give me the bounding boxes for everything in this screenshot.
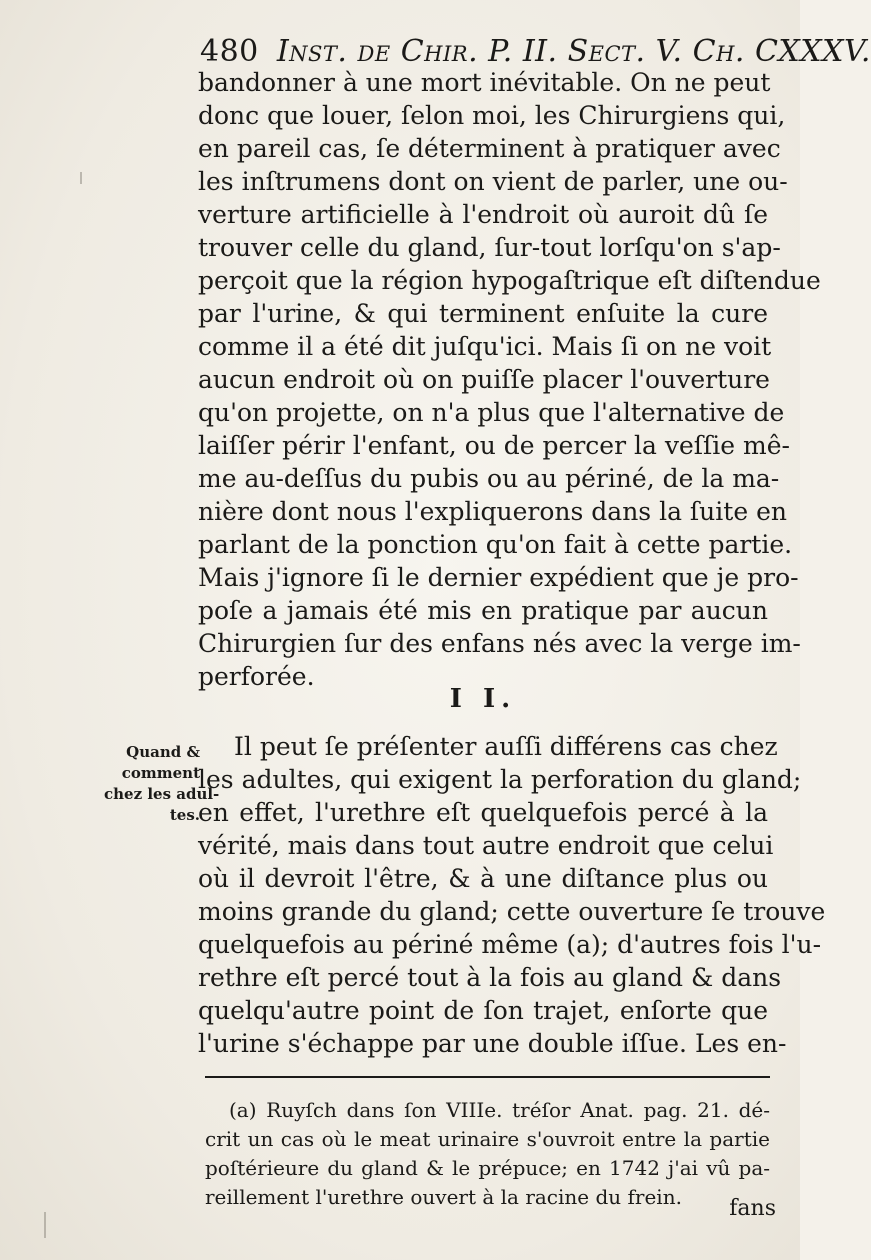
text-line: Chirurgien ſur des enfans nés avec la verge im- — [198, 629, 801, 658]
running-title: Inst. de Chir. P. II. Sect. V. Ch. CXXXV. — [276, 34, 871, 69]
text-line: nière dont nous l'expliquerons dans la ſuite en — [198, 497, 787, 526]
margin-note-line: comment — [121, 764, 200, 782]
text-line: me au-deſſus du pubis ou au périné, de la ma- — [198, 464, 780, 493]
margin-note-line: chez les adul- — [104, 785, 220, 803]
text-line: poſe a jamais été mis en pratique par aucun — [198, 596, 768, 625]
text-line: bandonner à une mort inévitable. On ne peut — [198, 68, 771, 97]
text-line: perçoit que la région hypogaſtrique eſt diſtendue — [198, 266, 821, 295]
text-line: verture artificielle à l'endroit où auroit dû ſe — [198, 200, 768, 229]
page-number: 480 — [200, 34, 259, 69]
text-line: trouver celle du gland, ſur-tout lorſqu'on s'ap- — [198, 233, 781, 262]
paper-mark — [80, 172, 82, 184]
text-line: qu'on projette, on n'a plus que l'alternative de — [198, 398, 785, 427]
catchword: fans — [729, 1196, 776, 1221]
text-line: les adultes, qui exigent la perforation du gland; — [198, 765, 802, 794]
text-line: comme il a été dit juſqu'ici. Mais ſi on ne voit — [198, 332, 772, 361]
text-line: Mais j'ignore ſi le dernier expédient que je pro- — [198, 563, 799, 592]
text-line: vérité, mais dans tout autre endroit que celui — [198, 831, 774, 860]
footnote-rule — [205, 1076, 770, 1078]
text-line: rethre eſt percé tout à la fois au gland & dans — [198, 963, 782, 992]
text-line: moins grande du gland; cette ouverture ſe trouve — [198, 897, 826, 926]
paper-mark — [44, 1212, 46, 1238]
text-line: laiſſer périr l'enfant, ou de percer la veſſie mê- — [198, 431, 790, 460]
text-line: les inſtrumens dont on vient de parler, une ou- — [198, 167, 788, 196]
paragraph-2 — [198, 730, 826, 1060]
text-line: parlant de la ponction qu'on fait à cette partie. — [198, 530, 793, 559]
text-line: donc que louer, ſelon moi, les Chirurgiens qui, — [198, 101, 786, 130]
paragraph-1 — [198, 66, 821, 693]
margin-note — [104, 742, 220, 826]
text-line: par l'urine, & qui terminent enſuite la cure — [198, 299, 768, 328]
text-line: l'urine s'échappe par une double iſſue. Les en- — [198, 1029, 787, 1058]
page-header — [200, 34, 871, 69]
footnote — [205, 1096, 770, 1212]
margin-note-line: Quand & — [126, 743, 200, 761]
footnote-line: crit un cas où le meat urinaire s'ouvroit entre la partie — [205, 1127, 770, 1151]
text-line: aucun endroit où on puiſſe placer l'ouverture — [198, 365, 770, 394]
margin-note-line: tes. — [169, 806, 200, 824]
footnote-line: reillement l'urethre ouvert à la racine du frein. — [205, 1185, 682, 1209]
text-line: en pareil cas, ſe déterminent à pratiquer avec — [198, 134, 781, 163]
footnote-line: (a) Ruyſch dans ſon VIIIe. tréſor Anat. pag. 21. dé- — [229, 1098, 770, 1122]
text-line: perforée. — [198, 662, 315, 691]
section-heading: I I. — [449, 684, 517, 714]
text-line: en effet, l'urethre eſt quelquefois percé à la — [198, 798, 768, 827]
text-line: où il devroit l'être, & à une diſtance plus ou — [198, 864, 768, 893]
text-line: Il peut ſe préſenter auſſi différens cas chez — [234, 732, 778, 761]
footnote-line: poſtérieure du gland & le prépuce; en 1742 j'ai vû pa- — [205, 1156, 770, 1180]
text-line: quelquefois au périné même (a); d'autres fois l'u- — [198, 930, 822, 959]
text-line: quelqu'autre point de ſon trajet, enſorte que — [198, 996, 768, 1025]
